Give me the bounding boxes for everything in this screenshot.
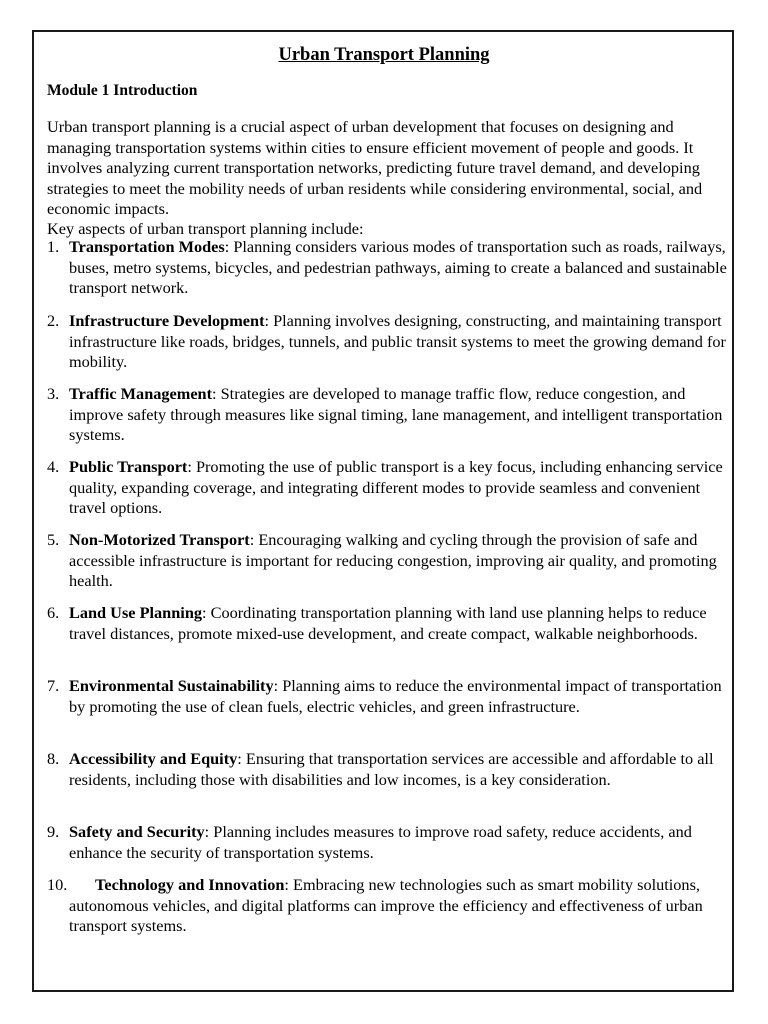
list-item-number: 7. (47, 676, 60, 695)
list-item-term: Infrastructure Development (69, 311, 265, 330)
list-item-term: Non-Motorized Transport (69, 530, 250, 549)
list-item-term: Safety and Security (69, 822, 205, 841)
list-item-text: : Coordinating transportation planning with land use planning helps to reduce travel distances, promote mixed-use development, and create compact, walkable neighborhoods. (69, 603, 707, 643)
list-item-text: : Promoting the use of public transport is a key focus, including enhancing service quality, expanding coverage, and integrating different modes to provide seamless and convenient travel options. (69, 457, 723, 517)
list-item-number: 1. (47, 237, 60, 256)
list-item-text: : Planning includes measures to improve road safety, reduce accidents, and enhance the security of transportation systems. (69, 822, 692, 862)
list-item-number: 3. (47, 384, 60, 403)
list-item (47, 822, 727, 863)
list-item-number: 9. (47, 822, 60, 841)
list-item-term: Environmental Sustainability (69, 676, 274, 695)
list-item (47, 311, 727, 373)
list-item-text: : Planning considers various modes of transportation such as roads, railways, buses, metro systems, bicycles, and pedestrian pathways, aiming to create a balanced and sustainable transport network. (69, 237, 727, 297)
list-item-number: 5. (47, 530, 60, 549)
list-item-term: Technology and Innovation (95, 875, 285, 894)
list-item (47, 749, 727, 790)
list-item (47, 384, 727, 446)
list-item (47, 530, 727, 592)
module-heading: Module 1 Introduction (47, 82, 198, 99)
list-item-text: : Encouraging walking and cycling through the provision of safe and accessible infrastructure is important for reducing congestion, improving air quality, and promoting health. (69, 530, 717, 590)
list-item-term: Transportation Modes (69, 237, 225, 256)
list-item (47, 603, 727, 644)
list-item-number: 10. (47, 875, 68, 894)
list-item-text: : Strategies are developed to manage traffic flow, reduce congestion, and improve safety through measures like signal timing, lane management, and intelligent transportation systems. (69, 384, 723, 444)
list-item-term: Accessibility and Equity (69, 749, 238, 768)
document-title: Urban Transport Planning (278, 45, 490, 65)
list-item-text: : Planning involves designing, constructing, and maintaining transport infrastructure like roads, bridges, tunnels, and public transit systems to meet the growing demand for mobility. (69, 311, 726, 371)
list-item-term: Traffic Management (69, 384, 213, 403)
list-item (47, 875, 727, 937)
list-item-text: : Ensuring that transportation services are accessible and affordable to all residents, including those with disabilities and low incomes, is a key consideration. (69, 749, 714, 789)
list-item-number: 8. (47, 749, 60, 768)
intro-paragraph: Urban transport planning is a crucial aspect of urban development that focuses on designing and managing transportation systems within cities to ensure efficient movement of people and goods. It involves analyzing current transportation networks, predicting future travel demand, and developing strategies to meet the mobility needs of urban residents while considering environmental, social, and economic impacts. (47, 117, 703, 218)
list-lead: Key aspects of urban transport planning include: (47, 219, 364, 238)
list-item-number: 4. (47, 457, 60, 476)
list-item-term: Land Use Planning (69, 603, 203, 622)
list-item (47, 457, 727, 519)
list-item-term: Public Transport (69, 457, 188, 476)
list-item-text: : Embracing new technologies such as smart mobility solutions, autonomous vehicles, and digital platforms can improve the efficiency and effectiveness of urban transport systems. (69, 875, 703, 935)
list-item-number: 6. (47, 603, 60, 622)
list-item-text: : Planning aims to reduce the environmental impact of transportation by promoting the use of clean fuels, electric vehicles, and green infrastructure. (69, 676, 722, 716)
list-item (47, 676, 727, 717)
list-item (47, 237, 727, 299)
list-item-number: 2. (47, 311, 60, 330)
